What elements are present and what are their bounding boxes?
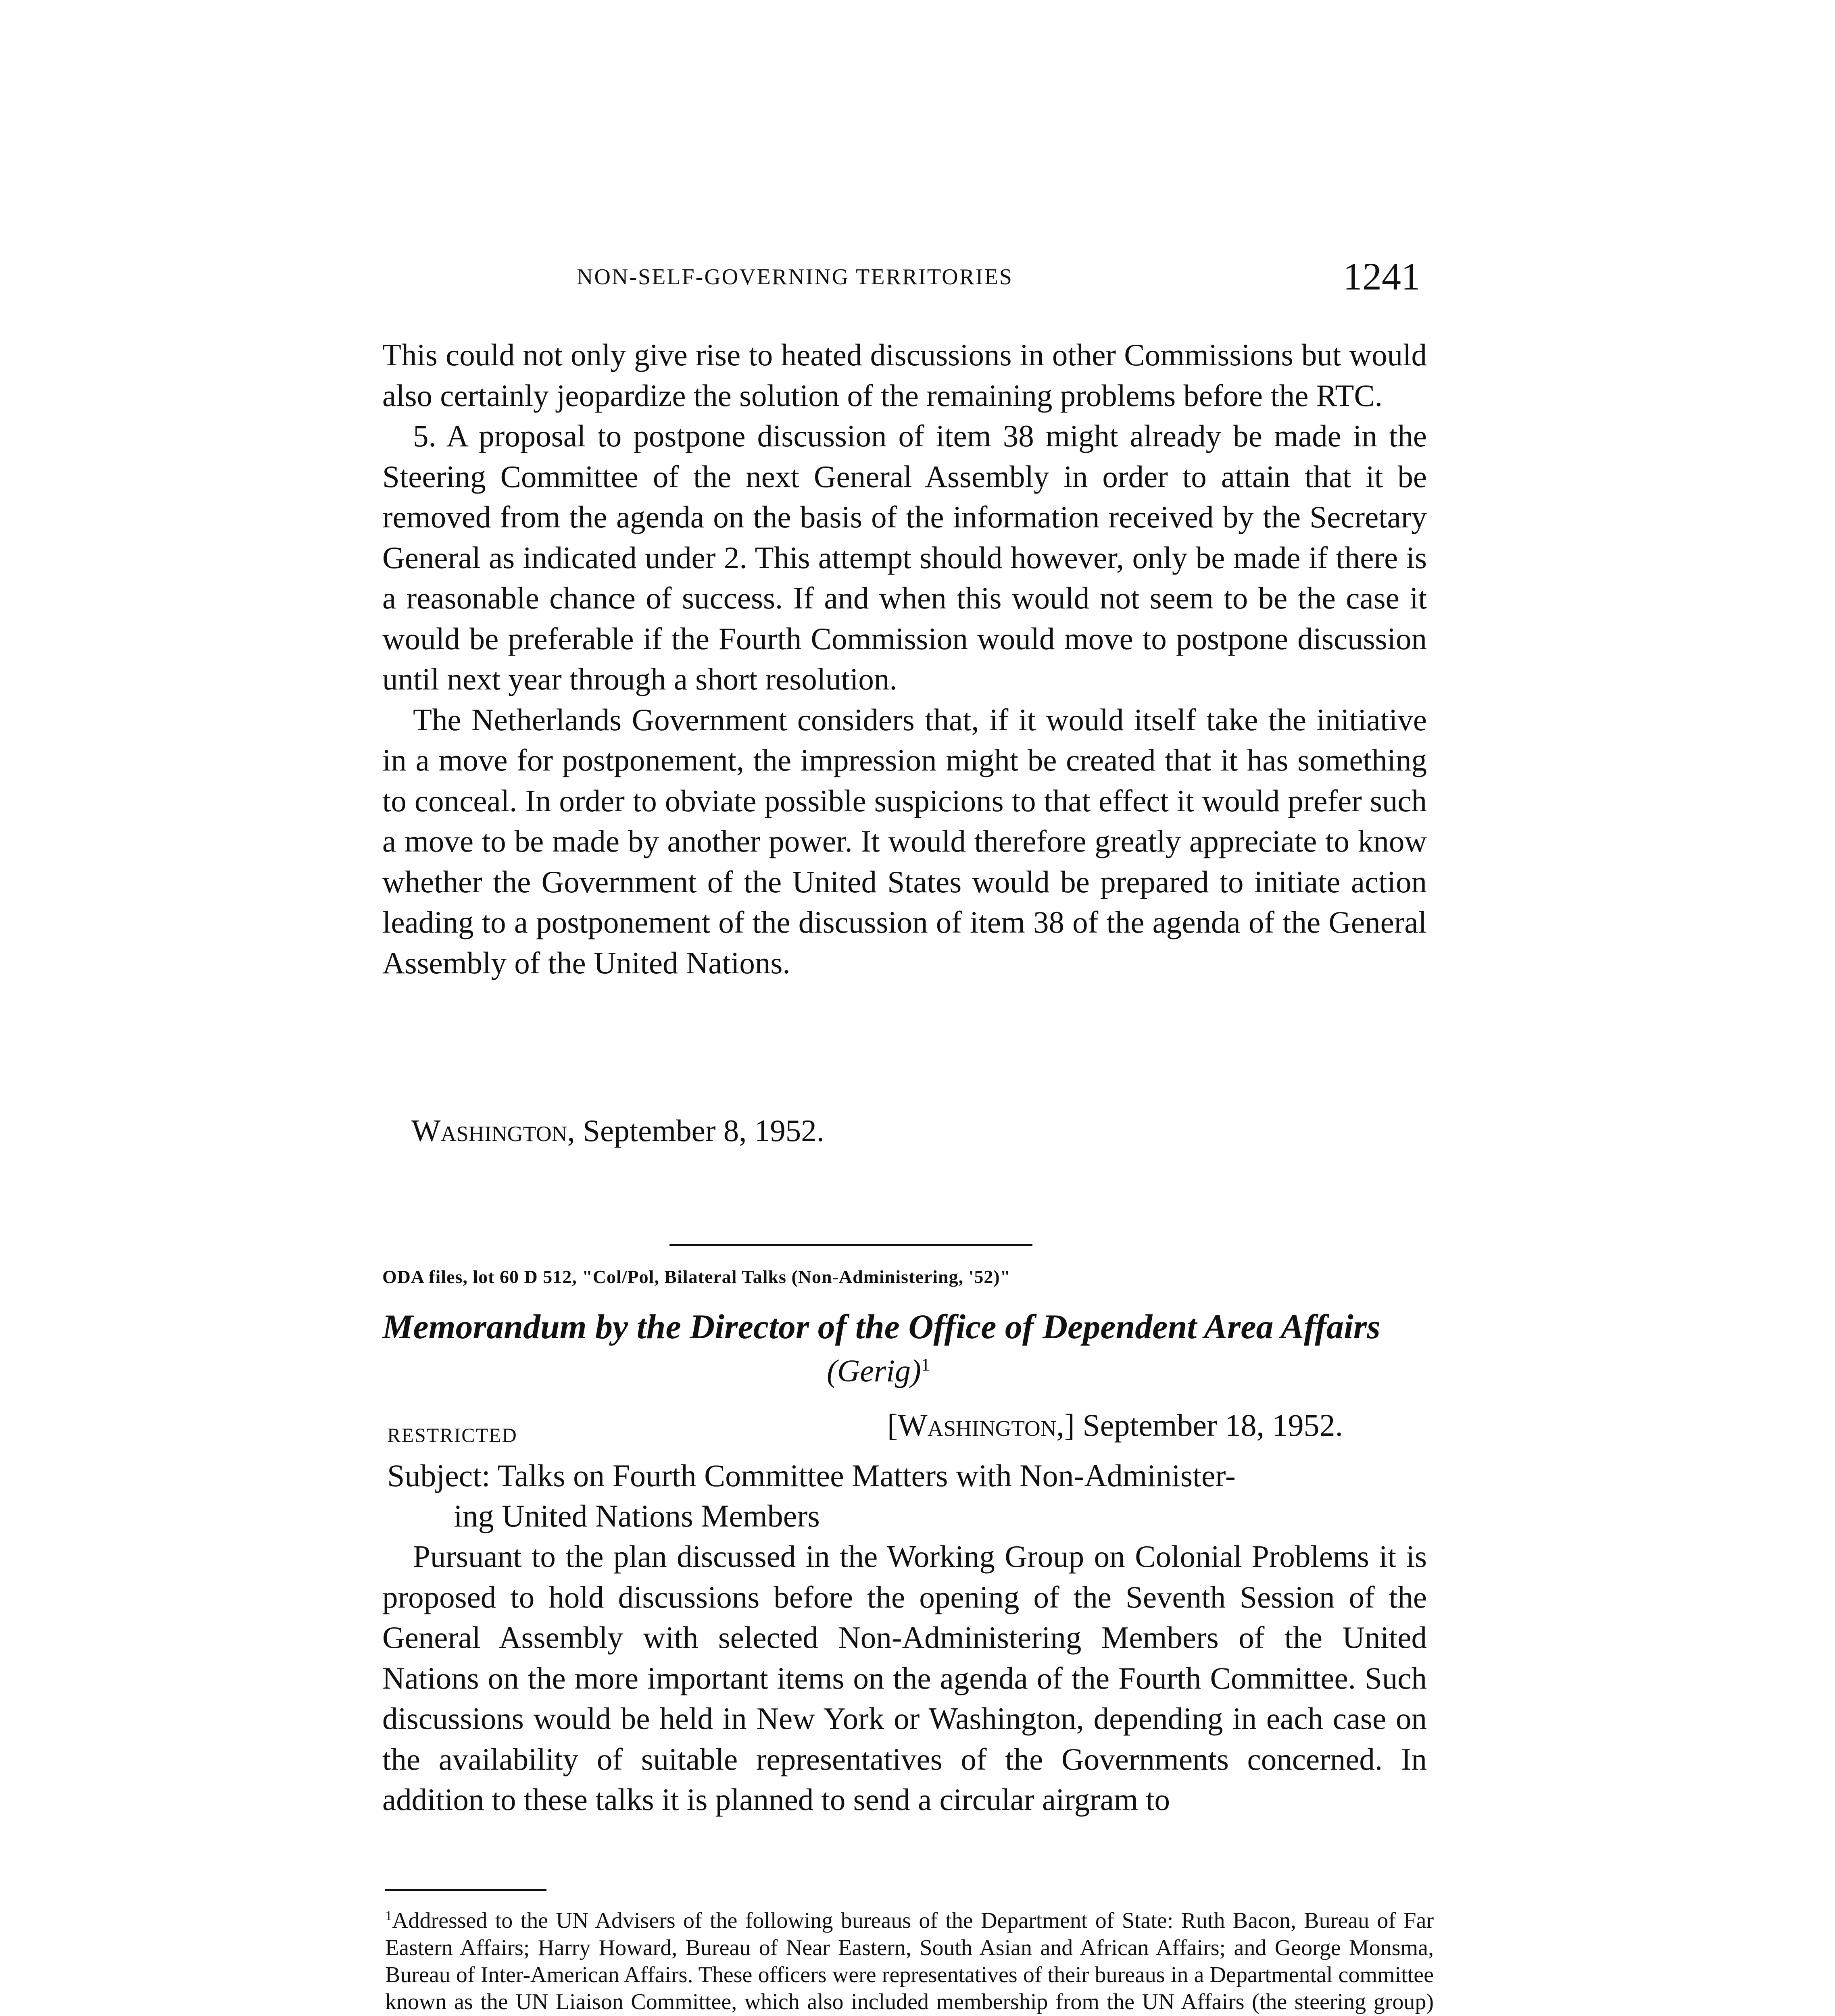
paragraph: The Netherlands Government considers that, if it would itself take the initiative in a move for postponement, the impression might be created that it has something to conceal. In order to obviate possible suspicions to that effect it would prefer such a move to be made by another power. It would therefore greatly appreciate to know whether the Government of the United States would be prepared to initiate action leading to a postponement of the discussion of item 38 of the agenda of the General Assembly of the United Nations. — [382, 702, 1427, 980]
memo-body — [382, 1536, 1427, 1820]
source-note: ODA files, lot 60 D 512, "Col/Pol, Bilateral Talks (Non-Administering, '52)" — [382, 1266, 1011, 1287]
subject-text-line1: Talks on Fourth Committee Matters with Non-Administer- — [497, 1458, 1236, 1493]
memo-place: [Washington,] — [887, 1408, 1075, 1443]
letter-body — [382, 335, 1427, 983]
page-number: 1241 — [1343, 255, 1420, 298]
footnote-reference: 1 — [921, 1355, 930, 1375]
classification-marking: RESTRICTED — [387, 1424, 517, 1446]
footnote-text: Addressed to the UN Advisers of the following bureaus of the Department of State: Ruth Bacon, Bureau of Far Eastern Affairs; Harry Howard, Bureau of Near Eastern, South Asian and African Affairs; and George Monsma, Bureau of Inter-American Affairs. These officers were representatives of their bureaus in a Departmental committee known as the UN Liaison Committee, which also included membership from the UN Affairs (the steering group) — [385, 1908, 1434, 2014]
date: September 8, 1952. — [583, 1113, 824, 1148]
memo-title: Memorandum by the Director of the Office of Dependent Area Affairs — [382, 1307, 1380, 1346]
memo-author-name: (Gerig) — [827, 1353, 921, 1388]
letter-date-line — [411, 1113, 824, 1149]
footnote-mark: 1 — [385, 1908, 392, 1923]
subject-text-line2: ing United Nations Members — [454, 1498, 820, 1533]
paragraph: 5. A proposal to postpone discussion of item 38 might already be made in the Steering Committee of the next General Assembly in order to attain that it be removed from the agenda on the basis of the information received by the Secretary General as indicated under 2. This attempt should however, only be made if there is a reasonable chance of success. If and when this would not seem to be the case it would be preferable if the Fourth Commission would move to postpone discussion until next year through a short resolution. — [382, 419, 1427, 696]
memo-subject — [387, 1456, 1436, 1536]
running-head: NON-SELF-GOVERNING TERRITORIES — [577, 264, 1013, 289]
paragraph: This could not only give rise to heated discussions in other Commissions but would also certainly jeopardize the solution of the remaining problems before the RTC. — [382, 337, 1427, 413]
memo-author — [827, 1353, 930, 1389]
subject-label: Subject: — [387, 1458, 490, 1493]
memo-dateline — [887, 1407, 1343, 1443]
footnote-divider — [385, 1889, 546, 1891]
paragraph: Pursuant to the plan discussed in the Working Group on Colonial Problems it is proposed to hold discussions before the opening of the Seventh Session of the General Assembly with selected Non-Administering Members of the United Nations on the more important items on the agenda of the Fourth Committee. Such discussions would be held in New York or Washington, depending in each case on the availability of suitable representatives of the Governments concerned. In addition to these talks it is planned to send a circular airgram to — [382, 1539, 1427, 1817]
memo-date: September 18, 1952. — [1082, 1408, 1343, 1443]
date-place: Washington, — [411, 1113, 575, 1148]
footnote — [385, 1902, 1434, 2016]
section-divider — [669, 1244, 1032, 1246]
